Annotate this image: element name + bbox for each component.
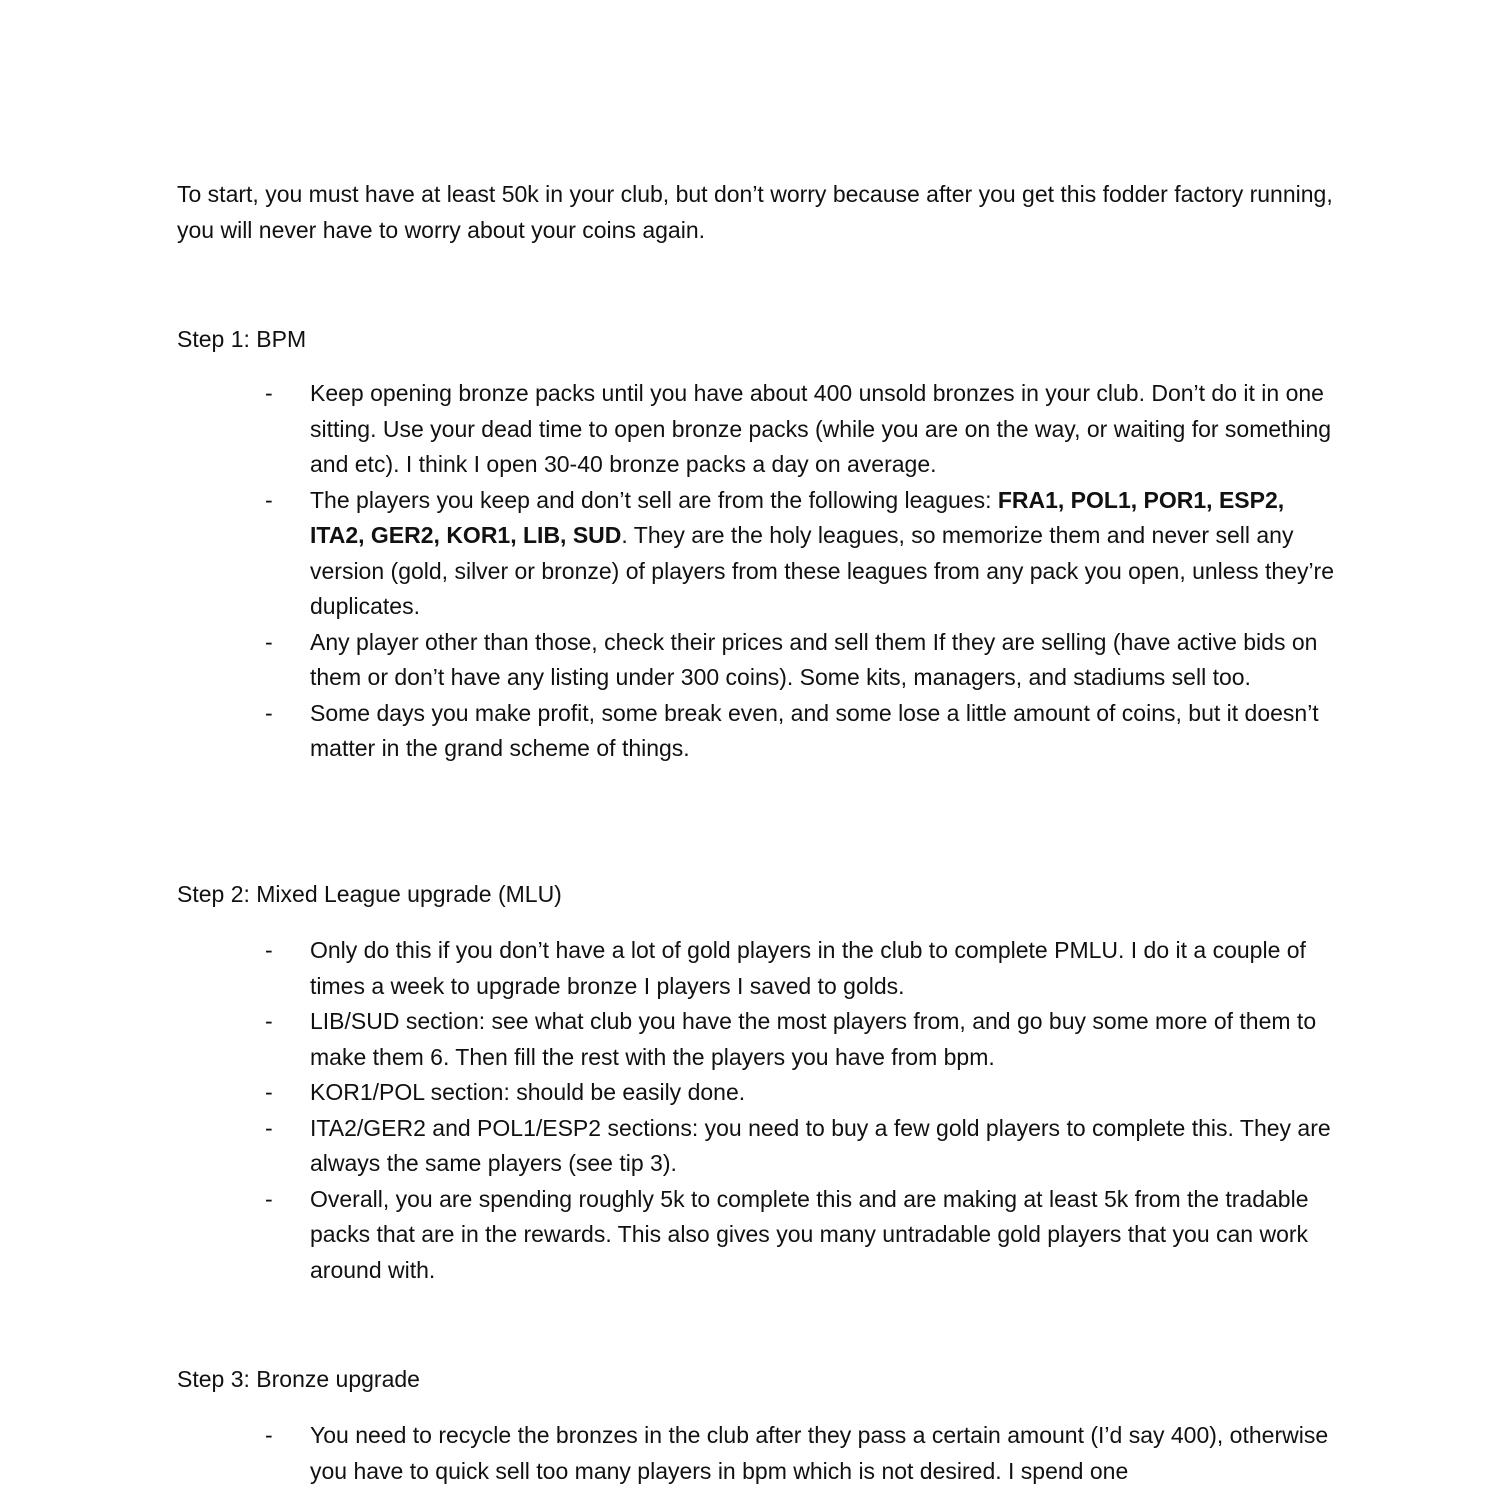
- bullet-dash: -: [265, 1008, 273, 1034]
- list-item-text-after: . They are the holy leagues, so memorize them and never sell any version (gold, silver or bronze) of players from these leagues from any pack you open, unless they’re duplicates.: [310, 522, 1335, 619]
- bullet-dash: -: [265, 1422, 273, 1448]
- list-item-text: Overall, you are spending roughly 5k to complete this and are making at least 5k from the tradable packs that are in the rewards. This also gives you many untradable gold players that you can work around with.: [310, 1185, 1309, 1283]
- list-item: [177, 483, 1337, 625]
- list-item-text: LIB/SUD section: see what club you have the most players from, and go buy some more of them to make them 6. Then fill the rest with the players you have from bpm.: [310, 1008, 1317, 1070]
- list-item-text: Any player other than those, check their prices and sell them If they are selling (have active bids on them or don’t have any listing under 300 coins). Some kits, managers, and stadiums sell too.: [310, 628, 1318, 690]
- step-2-list: [177, 933, 1337, 1288]
- list-item: [177, 696, 1337, 767]
- list-item: [177, 625, 1337, 696]
- list-item-text: Keep opening bronze packs until you have about 400 unsold bronzes in your club. Don’t do it in one sitting. Use your dead time to open bronze packs (while you are on the way, or waiting for something and etc). I think I open 30-40 bronze packs a day on average.: [310, 380, 1332, 477]
- list-item: [177, 933, 1337, 1004]
- step-3-list: [177, 1418, 1337, 1489]
- list-item: [177, 1004, 1337, 1075]
- step-1-heading: Step 1: BPM: [177, 326, 307, 352]
- list-item: [177, 1075, 1337, 1111]
- list-item-text: ITA2/GER2 and POL1/ESP2 sections: you need to buy a few gold players to complete this. They are always the same players (see tip 3).: [310, 1114, 1331, 1176]
- bullet-dash: -: [265, 1079, 273, 1105]
- list-item-text: You need to recycle the bronzes in the club after they pass a certain amount (I’d say 400), otherwise you have to quick sell too many players in bpm which is not desired. I spend one: [310, 1422, 1329, 1484]
- list-item: [177, 1418, 1337, 1489]
- bullet-dash: -: [265, 699, 273, 726]
- bullet-dash: -: [265, 1114, 273, 1141]
- step-2-heading: Step 2: Mixed League upgrade (MLU): [177, 881, 562, 907]
- bullet-dash: -: [265, 937, 273, 963]
- list-item: [177, 1111, 1337, 1182]
- list-item-text: KOR1/POL section: should be easily done.: [310, 1079, 746, 1105]
- list-item-text-before: The players you keep and don’t sell are from the following leagues:: [310, 486, 998, 513]
- list-item-text: Some days you make profit, some break even, and some lose a little amount of coins, but it doesn’t matter in the grand scheme of things.: [310, 699, 1319, 761]
- list-item-text: Only do this if you don’t have a lot of gold players in the club to complete PMLU. I do it a couple of times a week to upgrade bronze I players I saved to golds.: [310, 937, 1306, 999]
- step-3-heading: Step 3: Bronze upgrade: [177, 1366, 420, 1392]
- bullet-dash: -: [265, 1185, 273, 1212]
- list-item-text: [310, 487, 1334, 620]
- step-1-list: [177, 376, 1337, 767]
- bullet-dash: -: [265, 380, 273, 406]
- list-item: [177, 1182, 1337, 1289]
- bullet-dash: -: [265, 486, 273, 513]
- bullet-dash: -: [265, 628, 273, 655]
- intro-paragraph: To start, you must have at least 50k in your club, but don’t worry because after you get this fodder factory running, you will never have to worry about your coins again.: [177, 181, 1333, 243]
- list-item: [177, 376, 1337, 483]
- holy-leagues-bold: FRA1, POL1, POR1, ESP2, ITA2, GER2, KOR1, LIB, SUD: [310, 486, 1285, 548]
